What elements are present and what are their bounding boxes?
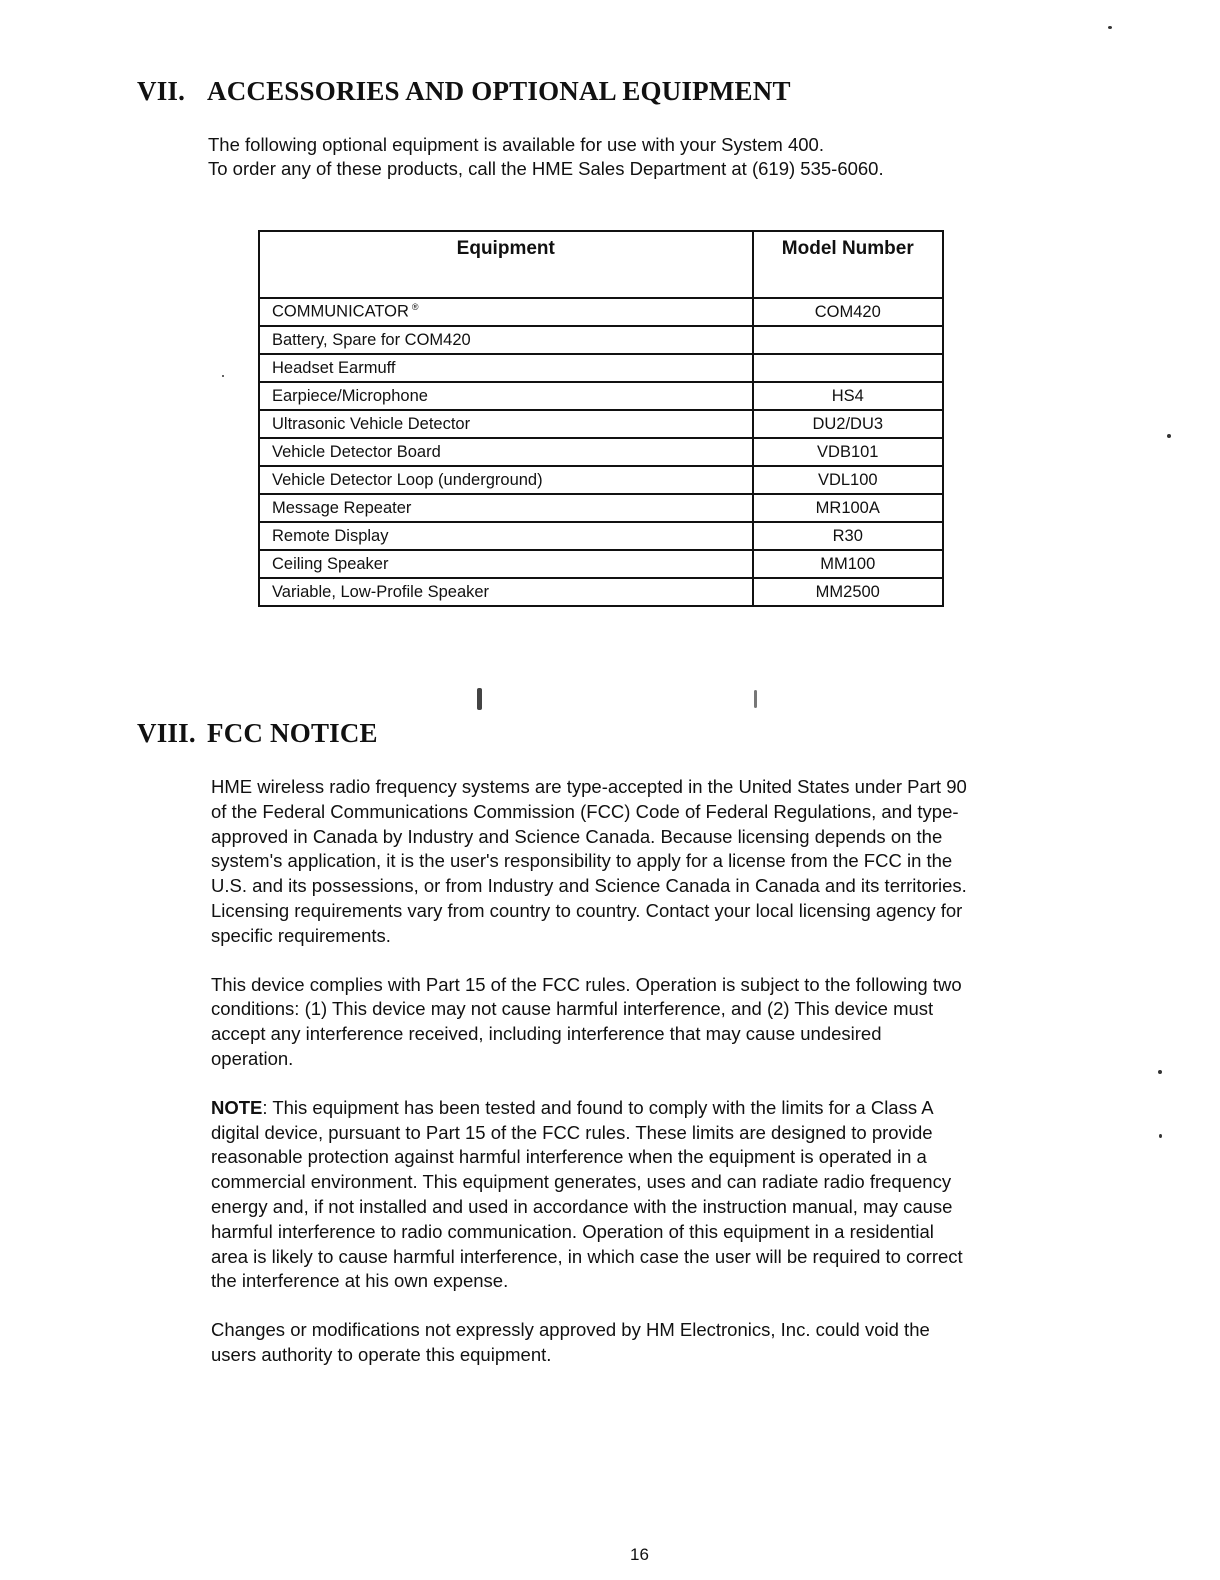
equipment-cell: Ceiling Speaker — [259, 550, 753, 578]
note-label: NOTE — [211, 1096, 263, 1118]
equipment-cell: Remote Display — [259, 522, 753, 550]
scan-speck — [1159, 1134, 1162, 1138]
intro-line-1: The following optional equipment is available for use with your System 400. — [208, 134, 824, 155]
fcc-paragraph-note — [211, 1096, 1071, 1294]
table-row — [259, 354, 943, 382]
equipment-cell: Vehicle Detector Board — [259, 438, 753, 466]
model-cell: MR100A — [753, 494, 943, 522]
equipment-cell: Headset Earmuff — [259, 354, 753, 382]
fcc-paragraph-part15: This device complies with Part 15 of the FCC rules. Operation is subject to the following two conditions: (1) This device may not cause harmful interference, and (2) This device must accept any interference received, including interference that may cause undesired operation. — [211, 973, 962, 1069]
table-row — [259, 382, 943, 410]
header-equipment: Equipment — [259, 231, 753, 298]
scan-speck — [1158, 1070, 1162, 1074]
table-row — [259, 298, 943, 326]
section-8-title: FCC NOTICE — [207, 718, 378, 748]
section-8-number: VIII. — [137, 718, 196, 748]
equipment-table — [258, 230, 944, 607]
fcc-notice-body — [211, 775, 1071, 1392]
scan-speck — [754, 690, 757, 708]
equipment-cell: Earpiece/Microphone — [259, 382, 753, 410]
table-row — [259, 326, 943, 354]
equipment-cell: Variable, Low-Profile Speaker — [259, 578, 753, 606]
fcc-paragraph-licensing: HME wireless radio frequency systems are type-accepted in the United States under Part 90 of the Federal Communications Commission (FCC) Code of Federal Regulations, and type- approved in Canada by Industry and Science Canada. Because licensing depends on the system's application, it is the user's responsibility to apply for a license from the FCC in the U.S. and its possessions, or from Industry and Science Canada in Canada and its territories. Licensing requirements vary from country to country. Contact your local licensing agency for specific requirements. — [211, 776, 967, 946]
registered-mark: ® — [411, 302, 419, 313]
table-row — [259, 466, 943, 494]
scan-speck — [1167, 434, 1171, 438]
equipment-cell: COMMUNICATOR ® — [259, 298, 753, 326]
section-7-heading — [137, 76, 791, 107]
model-cell: MM2500 — [753, 578, 943, 606]
table-row — [259, 438, 943, 466]
note-text: : This equipment has been tested and found to comply with the limits for a Class A digital device, pursuant to Part 15 of the FCC rules. These limits are designed to provide reasonable protection against harmful interference when the equipment is operated in a commercial environment. This equipment generates, uses and can radiate radio frequency energy and, if not installed and used in accordance with the instruction manual, may cause harmful interference to radio communication. Operation of this equipment in a residential area is likely to cause harmful interference, in which case the user will be required to correct the interference at his own expense. — [211, 1096, 963, 1292]
section-7-number: VII. — [137, 76, 186, 106]
equipment-cell: Battery, Spare for COM420 — [259, 326, 753, 354]
section-8-heading — [137, 718, 378, 749]
model-cell: VDB101 — [753, 438, 943, 466]
intro-line-2: To order any of these products, call the HME Sales Department at (619) 535-6060. — [208, 158, 884, 179]
scan-speck — [222, 375, 224, 377]
section-7-title: ACCESSORIES AND OPTIONAL EQUIPMENT — [207, 76, 791, 106]
scan-speck — [1108, 26, 1112, 29]
table-row — [259, 410, 943, 438]
table-row — [259, 494, 943, 522]
model-cell — [753, 354, 943, 382]
model-cell: COM420 — [753, 298, 943, 326]
page-number: 16 — [630, 1545, 649, 1564]
table-row — [259, 578, 943, 606]
table-row — [259, 522, 943, 550]
model-cell: R30 — [753, 522, 943, 550]
model-cell: DU2/DU3 — [753, 410, 943, 438]
table-header-row — [259, 231, 943, 298]
equipment-cell: Vehicle Detector Loop (underground) — [259, 466, 753, 494]
header-model-number: Model Number — [753, 231, 943, 298]
model-cell: MM100 — [753, 550, 943, 578]
table-row — [259, 550, 943, 578]
section-7-intro — [208, 133, 1108, 181]
scan-speck — [477, 688, 482, 710]
model-cell — [753, 326, 943, 354]
model-cell: HS4 — [753, 382, 943, 410]
fcc-paragraph-modifications: Changes or modifications not expressly approved by HM Electronics, Inc. could void the users authority to operate this equipment. — [211, 1319, 930, 1365]
equipment-cell: Message Repeater — [259, 494, 753, 522]
equipment-cell: Ultrasonic Vehicle Detector — [259, 410, 753, 438]
model-cell: VDL100 — [753, 466, 943, 494]
